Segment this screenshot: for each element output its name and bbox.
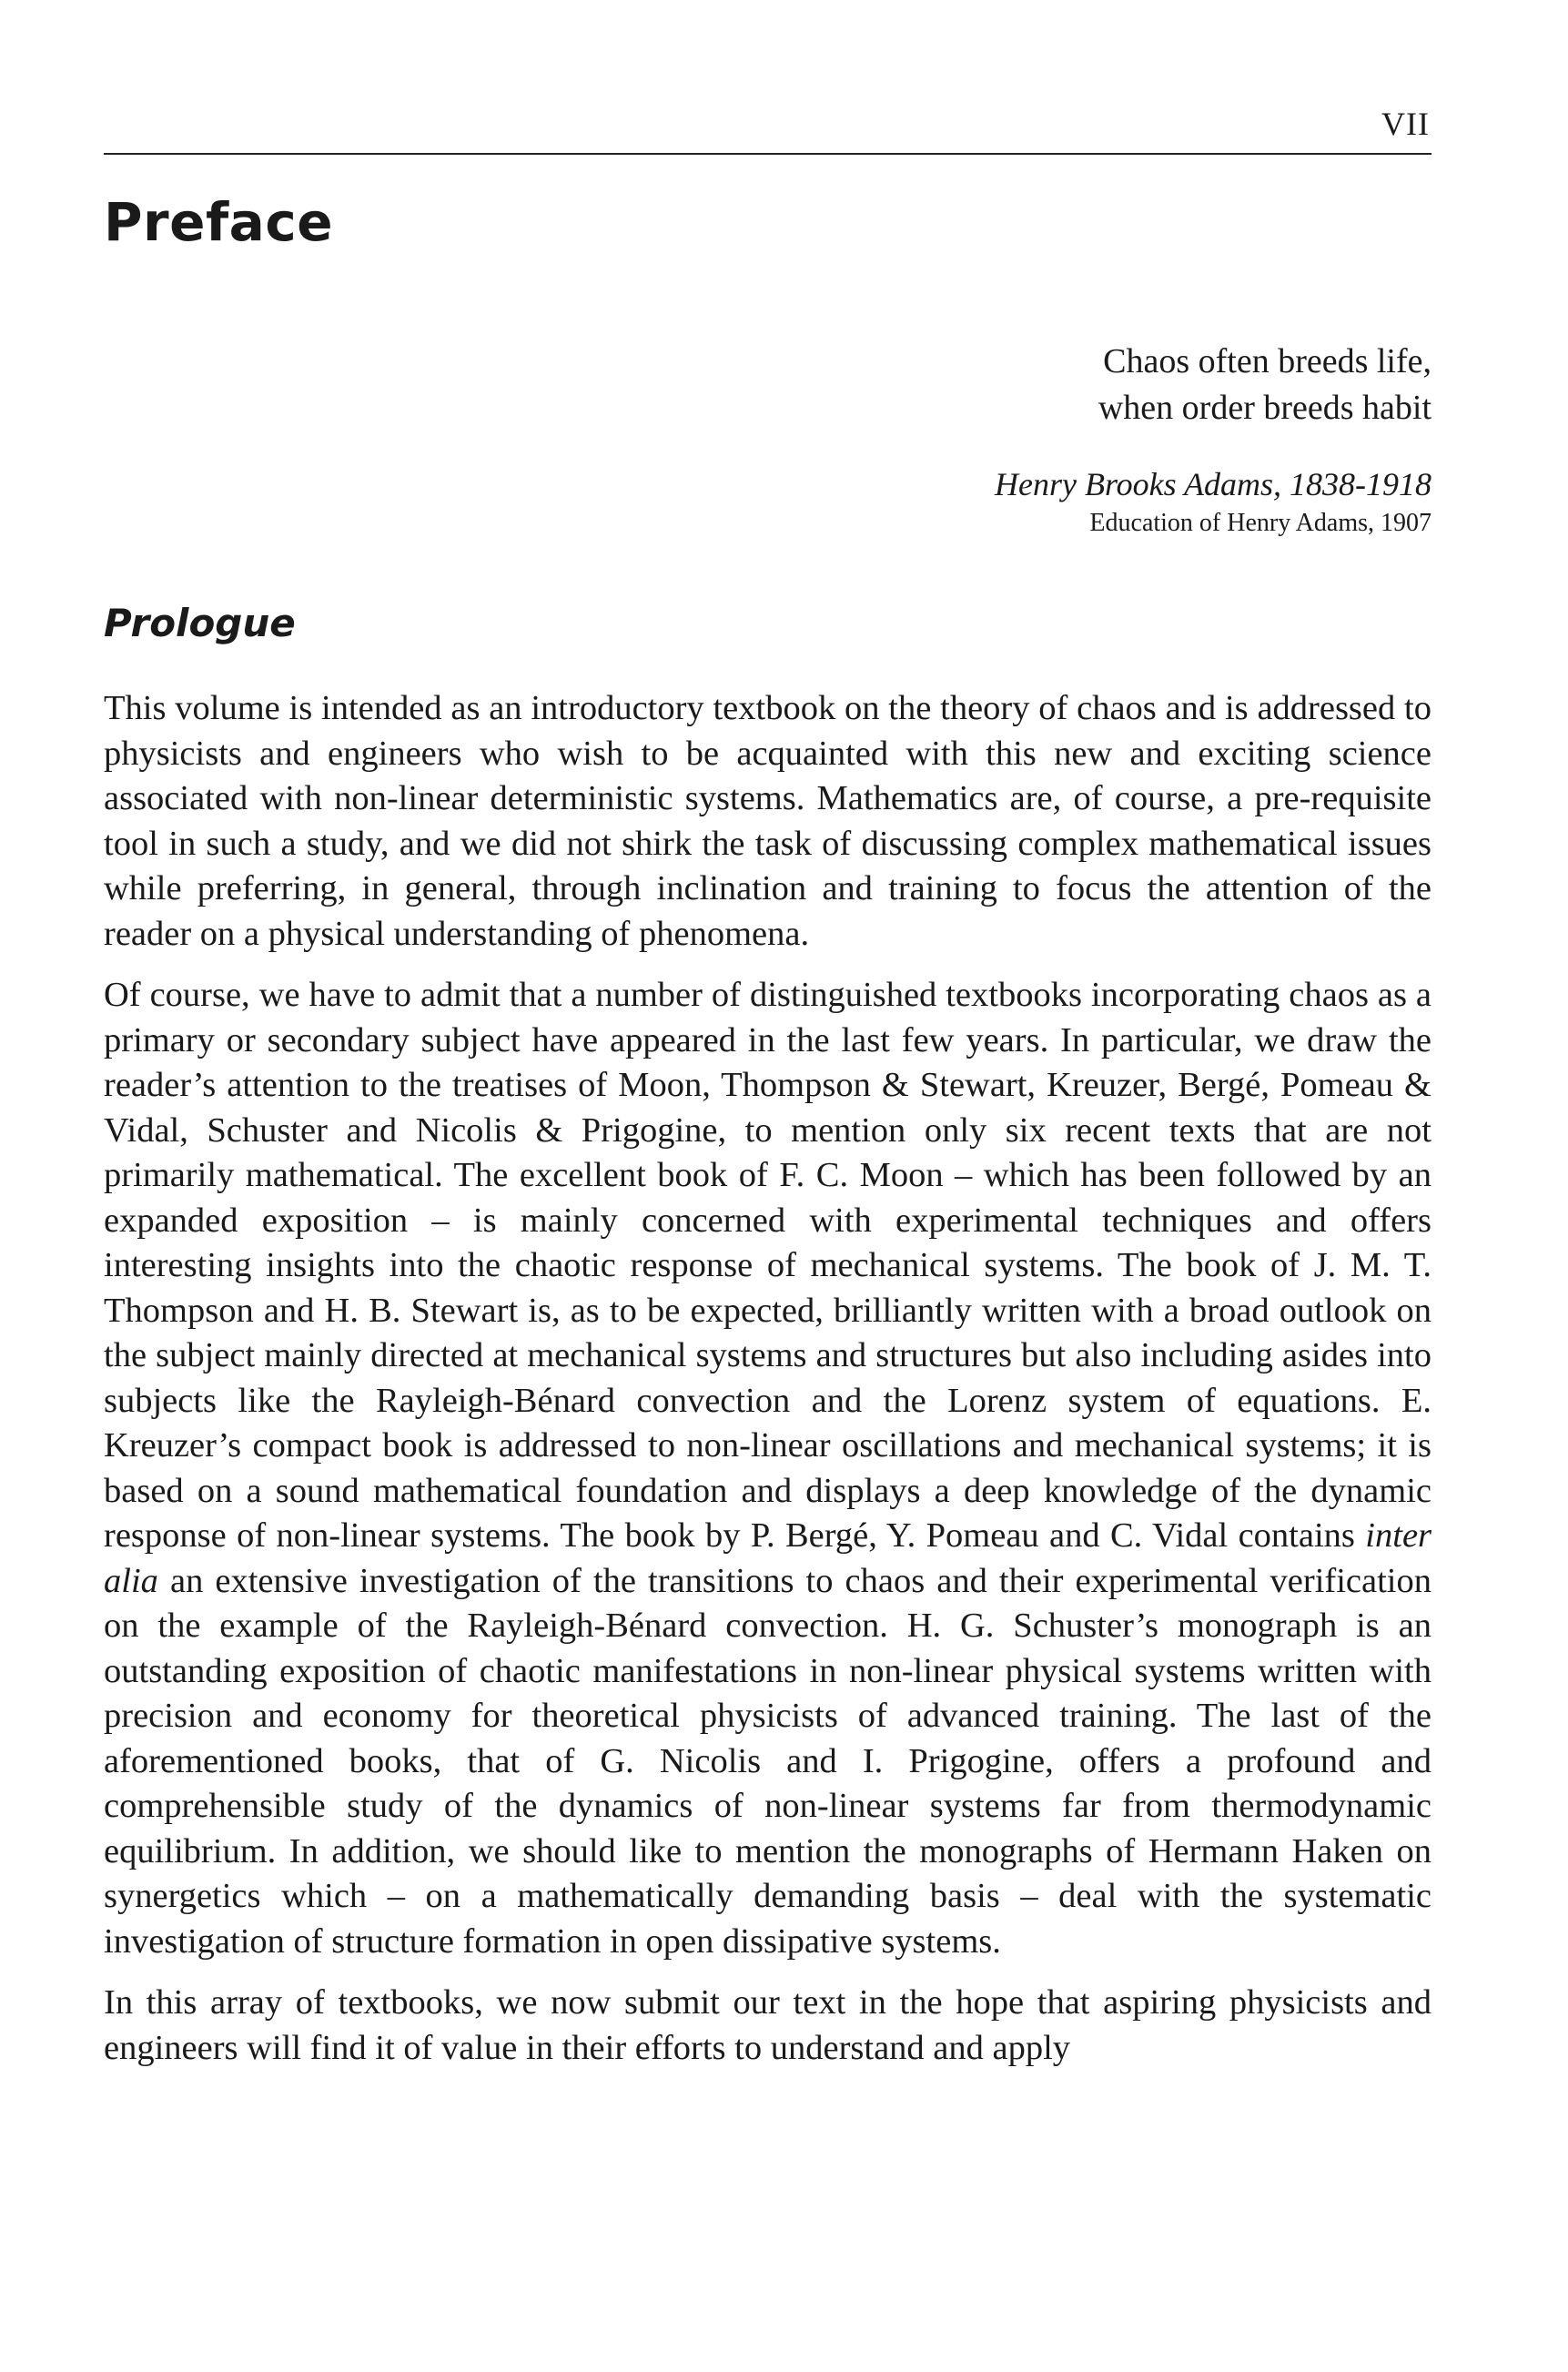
- paragraph-2: [104, 973, 1431, 1964]
- latin-phrase: inter alia: [104, 1516, 1432, 1600]
- paragraph-3: In this array of textbooks, we now submit our text in the hope that aspiring physicists and engineers will find it of value in their efforts to understand and apply: [104, 1983, 1431, 2067]
- chapter-title: Preface: [104, 191, 334, 253]
- epigraph-line-1: Chaos often breeds life,: [1103, 342, 1431, 380]
- epigraph-source: Education of Henry Adams, 1907: [1089, 509, 1431, 537]
- body-text: [104, 686, 1431, 2087]
- page-number: VII: [1381, 106, 1430, 142]
- epigraph-line-2: when order breeds habit: [1098, 389, 1431, 427]
- paragraph-2-part-a: Of course, we have to admit that a number of distinguished textbooks incorporating chaos as a primary or secondary subject have appeared in the last few years. In particular, we draw the reader’s attention to the treatises of Moon, Thompson & Stewart, Kreuzer, Bergé, Pomeau & Vidal, Schuster and Nicolis & Prigogine, to mention only six recent texts that are not primarily mathematical. The excellent book of F. C. Moon – which has been followed by an expanded exposition – is mainly concerned with experimental techniques and offers interesting insights into the chaotic response of mechanical systems. The book of J. M. T. Thompson and H. B. Stewart is, as to be expected, brilliantly written with a broad outlook on the subject mainly directed at mechanical systems and structures but also including asides into subjects like the Rayleigh-Bénard convection and the Lorenz system of equations. E. Kreuzer’s compact book is addressed to non-linear oscillations and mechanical systems; it is based on a sound mathematical foundation and displays a deep knowledge of the dynamic response of non-linear systems. The book by P. Bergé, Y. Pomeau and C. Vidal contains: [104, 976, 1431, 1555]
- epigraph-author: Henry Brooks Adams, 1838-1918: [995, 466, 1431, 502]
- section-title: Prologue: [104, 601, 296, 645]
- epigraph: [995, 339, 1431, 542]
- header-rule: [104, 153, 1431, 155]
- paragraph-2-part-b: an extensive investigation of the transitions to chaos and their experimental verification on the example of the Rayleigh-Bénard convection. H. G. Schuster’s monograph is an outstanding exposition of chaotic manifestations in non-linear physical systems written with precision and economy for theoretical physicists of advanced training. The last of the aforementioned books, that of G. Nicolis and I. Prigogine, offers a profound and comprehensible study of the dynamics of non-linear systems far from thermodynamic equilibrium. In addition, we should like to mention the monographs of Hermann Haken on synergetics which – on a mathematically demanding basis – deal with the systematic investigation of structure formation in open dissipative systems.: [104, 1561, 1431, 1961]
- paragraph-1: This volume is intended as an introductory textbook on the theory of chaos and is addressed to physicists and engineers who wish to be acquainted with this new and exciting science associated with non-linear deterministic systems. Mathematics are, of course, a pre-requisite tool in such a study, and we did not shirk the task of discussing complex mathematical issues while preferring, in general, through inclination and training to focus the attention of the reader on a physical understanding of phenomena.: [104, 689, 1431, 953]
